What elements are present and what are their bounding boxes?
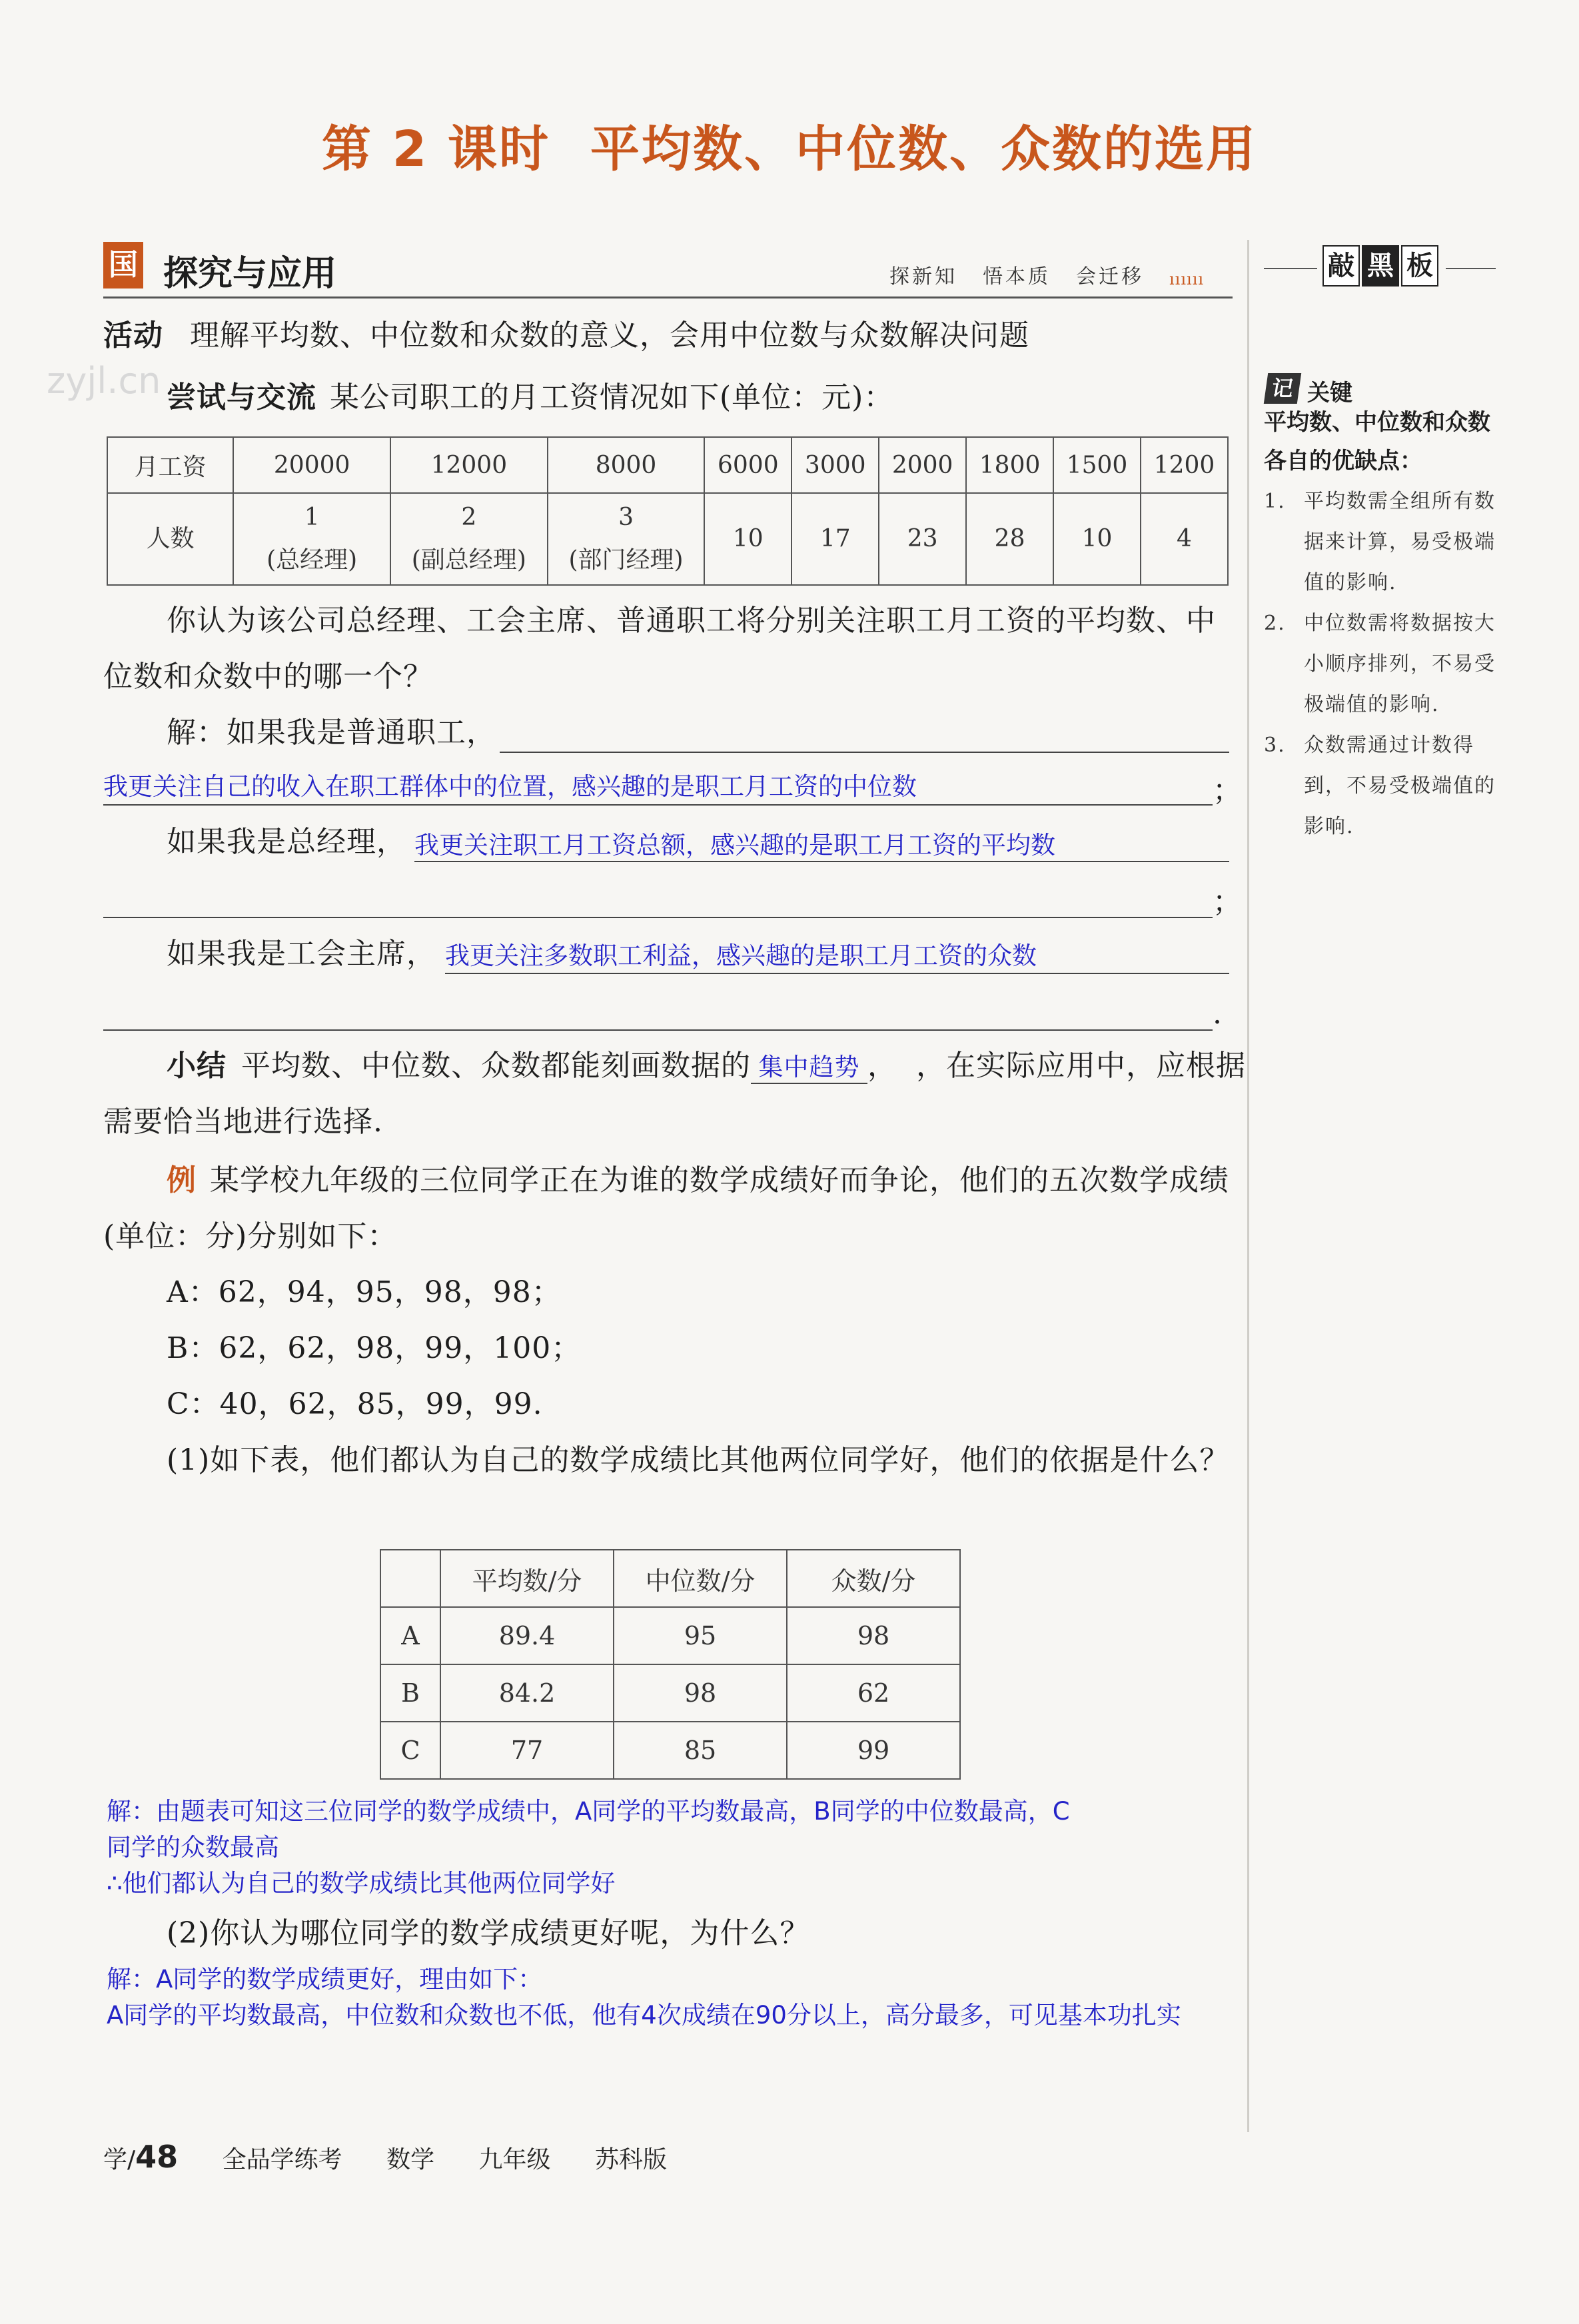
- count-cell: 2 (副总经理): [390, 493, 548, 585]
- row-label: 月工资: [107, 437, 233, 493]
- handwritten-answer: 解：由题表可知这三位同学的数学成绩中，A同学的平均数最高，B同学的中位数最高，C: [107, 1797, 1070, 1826]
- wage-cell: 1500: [1053, 437, 1141, 493]
- table-cell: 95: [614, 1607, 787, 1664]
- example-text: 例 某学校九年级的三位同学正在为谁的数学成绩好而争论，他们的五次数学成绩(单位：分)分别如下：: [103, 1163, 1229, 1253]
- summary-line: 小结 平均数、中位数、众数都能刻画数据的 集中趋势 ，: [167, 1049, 897, 1083]
- wage-cell: 1200: [1141, 437, 1228, 493]
- wage-cell: 3000: [791, 437, 879, 493]
- punct: ；: [1213, 885, 1243, 919]
- table-row: [380, 1722, 960, 1779]
- page-number: 48: [135, 2139, 179, 2175]
- table-cell: 98: [787, 1607, 960, 1664]
- count-cell: 3 (部门经理): [548, 493, 705, 585]
- note-icon: 记: [1264, 373, 1301, 404]
- punct: .: [1213, 997, 1223, 1031]
- table-cell: C: [380, 1722, 440, 1779]
- table-row: [380, 1664, 960, 1722]
- table-header: 平均数/分: [440, 1550, 614, 1607]
- answer-blank: [103, 804, 1213, 806]
- sidebar-rule-left: [1264, 268, 1317, 269]
- count-cell: 17: [791, 493, 879, 585]
- question-text: 你认为该公司总经理、工会主席、普通职工将分别关注职工月工资的平均数、中位数和众数中的哪一个？: [103, 604, 1216, 694]
- table-cell: 98: [614, 1664, 787, 1722]
- wage-cell: 6000: [704, 437, 791, 493]
- count-cell: 4: [1141, 493, 1228, 585]
- count-cell: 23: [879, 493, 966, 585]
- handwritten-answer: ∴他们都认为自己的数学成绩比其他两位同学好: [107, 1869, 616, 1898]
- table-header: [380, 1550, 440, 1607]
- summary-tail: ，在实际应用中，应根据: [916, 1049, 1246, 1083]
- table-header: 众数/分: [787, 1550, 960, 1607]
- activity-line: 活动 理解平均数、中位数和众数的意义，会用中位数与众数解决问题: [103, 318, 1029, 352]
- punct: ；: [1213, 774, 1243, 808]
- answer-blank: [500, 752, 1229, 753]
- table-cell: 99: [787, 1722, 960, 1779]
- score-line: C：40，62，85，99，99.: [167, 1387, 543, 1421]
- handwritten-answer: 同学的众数最高: [107, 1833, 279, 1862]
- wage-cell: 1800: [966, 437, 1053, 493]
- salary-table: [107, 436, 1229, 586]
- question-text: (1)如下表，他们都认为自己的数学成绩比其他两位同学好，他们的依据是什么？: [167, 1443, 1230, 1477]
- handwritten-answer: 我更关注多数职工利益，感兴趣的是职工月工资的众数: [445, 941, 1037, 970]
- stats-table: [380, 1549, 961, 1780]
- handwritten-answer: 解：A同学的数学成绩更好，理由如下：: [107, 1965, 543, 1994]
- note-heading: 平均数、中位数和众数各自的优缺点：: [1264, 409, 1490, 474]
- count-cell: 10: [704, 493, 791, 585]
- sidebar-title: 敲 黑 板: [1322, 245, 1440, 287]
- column-divider: [1247, 240, 1249, 2132]
- note-item: 1. 平均数需全组所有数据来计算，易受极端值的影响.: [1264, 490, 1496, 594]
- answer-blank: [103, 917, 1213, 918]
- row-label: 人数: [107, 493, 233, 585]
- note-item: 3. 众数需通过计数得到，不易受极端值的影响.: [1264, 734, 1496, 838]
- page-title: 第 2 课时 平均数、中位数、众数的选用: [321, 121, 1257, 178]
- table-cell: 85: [614, 1722, 787, 1779]
- handwritten-answer: 我更关注自己的收入在职工群体中的位置，感兴趣的是职工月工资的中位数: [103, 772, 917, 801]
- question-text: (2)你认为哪位同学的数学成绩更好呢，为什么？: [167, 1916, 810, 1950]
- watermark: zyjl.cn: [47, 360, 161, 402]
- count-cell: 28: [966, 493, 1053, 585]
- section-tags: 探新知 悟本质 会迁移: [889, 265, 1144, 289]
- wage-cell: 8000: [548, 437, 705, 493]
- handwritten-answer: A同学的平均数最高，中位数和众数也不低，他有4次成绩在90分以上，高分最多，可见基本功扎实: [107, 2001, 1181, 2030]
- trial-line: 尝试与交流 某公司职工的月工资情况如下(单位：元)：: [167, 380, 894, 414]
- count-cell: 10: [1053, 493, 1141, 585]
- wage-cell: 2000: [879, 437, 966, 493]
- subject-mark: 学/: [103, 2146, 136, 2173]
- note-item: 2. 中位数需将数据按大小顺序排列，不易受极端值的影响.: [1264, 612, 1496, 716]
- table-cell: 77: [440, 1722, 614, 1779]
- count-cell: 1 (总经理): [233, 493, 390, 585]
- answer-blank: [445, 973, 1229, 974]
- score-line: B：62，62，98，99，100；: [167, 1331, 582, 1365]
- note-label: 关键: [1307, 380, 1352, 406]
- table-cell: A: [380, 1607, 440, 1664]
- wage-cell: 20000: [233, 437, 390, 493]
- section-divider: [103, 296, 1233, 298]
- table-cell: 89.4: [440, 1607, 614, 1664]
- table-cell: 84.2: [440, 1664, 614, 1722]
- section-title: 探究与应用: [163, 254, 337, 294]
- answer-blank: [414, 861, 1229, 862]
- summary-line-2: 需要恰当地进行选择.: [103, 1105, 383, 1139]
- answer-prefix: 如果我是工会主席，: [167, 937, 436, 971]
- table-row: [380, 1607, 960, 1664]
- table-header: 中位数/分: [614, 1550, 787, 1607]
- table-cell: B: [380, 1664, 440, 1722]
- answer-blank: [103, 1029, 1213, 1031]
- answer-prefix: 如果我是总经理，: [167, 825, 406, 859]
- wage-cell: 12000: [390, 437, 548, 493]
- sidebar-rule-right: [1446, 268, 1496, 269]
- handwritten-answer: 我更关注职工月工资总额，感兴趣的是职工月工资的平均数: [414, 831, 1055, 860]
- answer-prefix: 解：如果我是普通职工，: [167, 716, 496, 750]
- section-icon: 国: [103, 242, 143, 289]
- page-footer: 学/48 全品学练考 数学 九年级 苏科版: [103, 2139, 668, 2175]
- tick-marks: ıııııı: [1169, 270, 1205, 289]
- score-line: A：62，94，95，98，98；: [167, 1275, 562, 1309]
- table-cell: 62: [787, 1664, 960, 1722]
